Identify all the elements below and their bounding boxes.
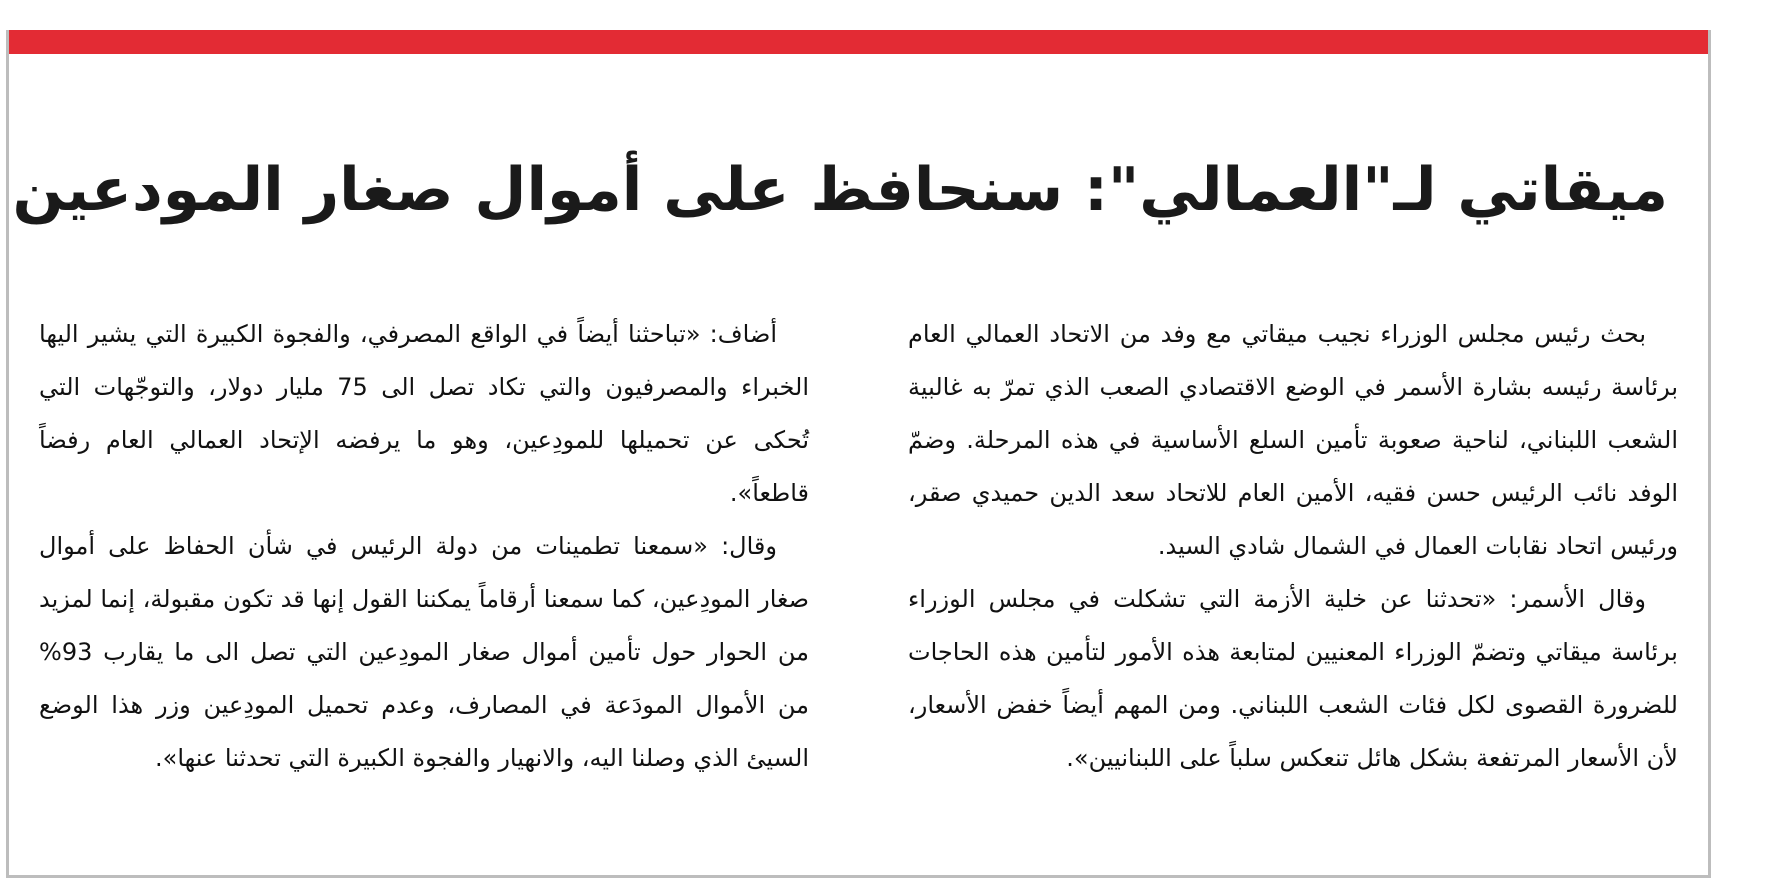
headline: ميقاتي لـ"العمالي": سنحافظ على أموال صغار المودعين xyxy=(12,155,1668,225)
paragraph: وقال: «سمعنا تطمينات من دولة الرئيس في شأن الحفاظ على أموال صغار المودِعين، كما سمعنا أرقاماً يمكننا القول إنها قد تكون مقبولة، إنما لمزيد من الحوار حول تأمين أموال صغار المودِعين التي تصل الى ما يقارب 93% من الأموال المودَعة في المصارف، وعدم تحميل المودِعين وزر هذا الوضع السيئ الذي وصلنا اليه، والانهيار والفجوة الكبيرة التي تحدثنا عنها». xyxy=(39,532,809,772)
paragraph: بحث رئيس مجلس الوزراء نجيب ميقاتي مع وفد من الاتحاد العمالي العام برئاسة رئيسه بشارة الأسمر في الوضع الاقتصادي الصعب الذي تمرّ به غالبية الشعب اللبناني، لناحية صعوبة تأمين السلع الأساسية في هذه المرحلة. وضمّ الوفد نائب الرئيس حسن فقيه، الأمين العام للاتحاد سعد الدين حميدي صقر، ورئيس اتحاد نقابات العمال في الشمال شادي السيد. xyxy=(908,320,1678,560)
paragraph: وقال الأسمر: «تحدثنا عن خلية الأزمة التي تشكلت في مجلس الوزراء برئاسة ميقاتي وتضمّ الوزراء المعنيين لمتابعة هذه الأمور لتأمين هذه الحاجات للضرورة القصوى لكل فئات الشعب اللبناني. ومن المهم أيضاً خفض الأسعار، لأن الأسعار المرتفعة بشكل هائل تنعكس سلباً على اللبنانيين». xyxy=(908,585,1678,772)
article-frame xyxy=(6,30,1711,878)
paragraph: أضاف: «تباحثنا أيضاً في الواقع المصرفي، والفجوة الكبيرة التي يشير اليها الخبراء والمصرفيون والتي تكاد تصل الى 75 مليار دولار، والتوجّهات التي تُحكى عن تحميلها للمودِعين، وهو ما يرفضه الإتحاد العمالي العام رفضاً قاطعاً». xyxy=(39,320,809,507)
article-column-right xyxy=(908,308,1678,785)
red-accent-bar xyxy=(9,30,1708,54)
article-column-left xyxy=(39,308,809,785)
